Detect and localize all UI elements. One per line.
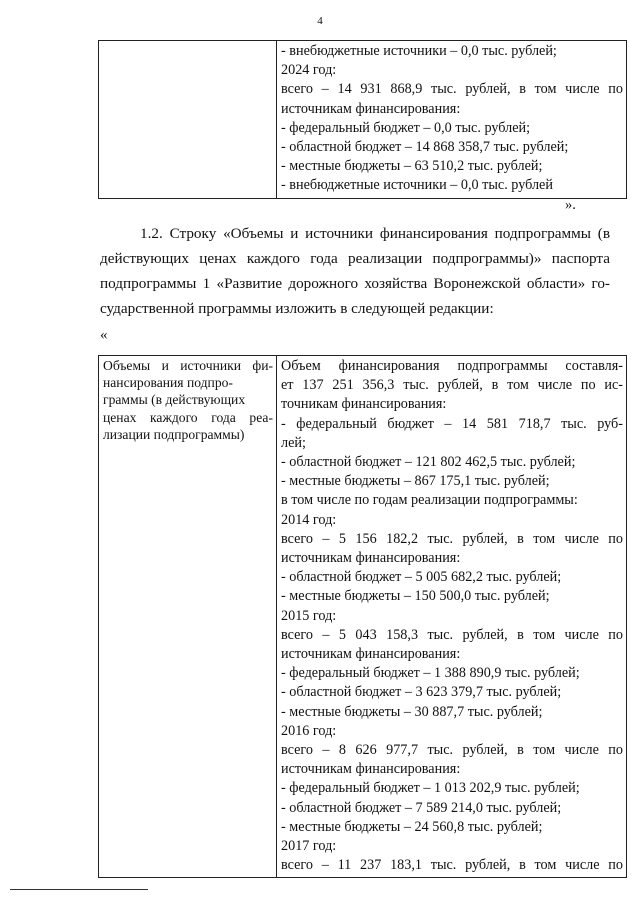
label-line: нансирования подпро-: [103, 375, 233, 391]
text-line: лей;: [281, 434, 306, 451]
text-line: всего – 14 931 868,9 тыс. рублей, в том числе по: [281, 81, 623, 98]
continued-funding-table: [98, 40, 627, 199]
text-line: - местные бюджеты – 867 175,1 тыс. рублей;: [281, 473, 550, 490]
paragraph-line: действующих ценах каждого года реализации подпрограммы)» паспорта: [100, 250, 610, 267]
text-line: - внебюджетные источники – 0,0 тыс. рублей: [281, 177, 553, 194]
text-line: - федеральный бюджет – 14 581 718,7 тыс. руб-: [281, 415, 623, 432]
text-line: 2015 год:: [281, 607, 337, 624]
text-line: - местные бюджеты – 63 510,2 тыс. рублей;: [281, 158, 543, 175]
funding-details-cell: [277, 41, 627, 199]
text-line: - областной бюджет – 14 868 358,7 тыс. рублей;: [281, 139, 569, 156]
text-line: 2024 год:: [281, 62, 337, 79]
text-line: - местные бюджеты – 30 887,7 тыс. рублей;: [281, 703, 543, 720]
text-line: - федеральный бюджет – 1 013 202,9 тыс. рублей;: [281, 780, 580, 797]
opening-quote: «: [100, 327, 108, 343]
text-line: источникам финансирования:: [281, 646, 461, 663]
footnote-separator: [10, 889, 148, 890]
text-line: - внебюджетные источники – 0,0 тыс. рублей;: [281, 43, 557, 59]
label-line: Объемы и источники фи-: [103, 358, 273, 373]
text-line: 2016 год:: [281, 722, 337, 739]
label-line: лизации подпрограммы): [103, 426, 245, 442]
text-line: - областной бюджет – 7 589 214,0 тыс. рублей;: [281, 799, 562, 816]
text-line: источникам финансирования:: [281, 550, 461, 567]
text-line: - областной бюджет – 5 005 682,2 тыс. рублей;: [281, 569, 562, 586]
table-row: [99, 356, 627, 878]
funding-label-cell: [99, 356, 277, 878]
table-row: [99, 41, 627, 199]
empty-label-cell: [99, 41, 277, 199]
text-line: Объем финансирования подпрограммы составля-: [281, 358, 623, 374]
text-line: - местные бюджеты – 24 560,8 тыс. рублей;: [281, 818, 543, 835]
text-line: ет 137 251 356,3 тыс. рублей, в том числе по ис-: [281, 377, 623, 394]
paragraph-line: сударственной программы изложить в следующей редакции:: [100, 300, 494, 317]
paragraph-line: подпрограммы 1 «Развитие дорожного хозяйства Воронежской области» го-: [100, 275, 610, 292]
paragraph-line: 1.2. Строку «Объемы и источники финансирования подпрограммы (в: [140, 225, 610, 242]
amendment-paragraph: [100, 221, 610, 321]
text-line: всего – 8 626 977,7 тыс. рублей, в том числе по: [281, 742, 623, 759]
text-line: источникам финансирования:: [281, 761, 461, 778]
text-line: точникам финансирования:: [281, 396, 447, 413]
text-line: всего – 5 156 182,2 тыс. рублей, в том числе по: [281, 530, 623, 547]
text-line: 2014 год:: [281, 511, 337, 528]
text-line: всего – 5 043 158,3 тыс. рублей, в том числе по: [281, 626, 623, 643]
text-line: в том числе по годам реализации подпрограммы:: [281, 492, 578, 509]
text-line: - областной бюджет – 121 802 462,5 тыс. рублей;: [281, 454, 576, 471]
text-line: - федеральный бюджет – 1 388 890,9 тыс. рублей;: [281, 665, 580, 682]
text-line: - федеральный бюджет – 0,0 тыс. рублей;: [281, 119, 531, 136]
label-line: граммы (в действующих: [103, 392, 246, 408]
text-line: источникам финансирования:: [281, 100, 461, 117]
funding-details-cell: [277, 356, 627, 878]
text-line: всего – 11 237 183,1 тыс. рублей, в том числе по: [281, 857, 623, 874]
funding-table: [98, 355, 627, 878]
text-line: - местные бюджеты – 150 500,0 тыс. рублей;: [281, 588, 550, 605]
text-line: - областной бюджет – 3 623 379,7 тыс. рублей;: [281, 684, 562, 701]
text-line: 2017 год:: [281, 838, 337, 855]
label-line: ценах каждого года реа-: [103, 409, 273, 425]
closing-quote: ».: [565, 197, 576, 213]
page-number: 4: [317, 15, 323, 27]
